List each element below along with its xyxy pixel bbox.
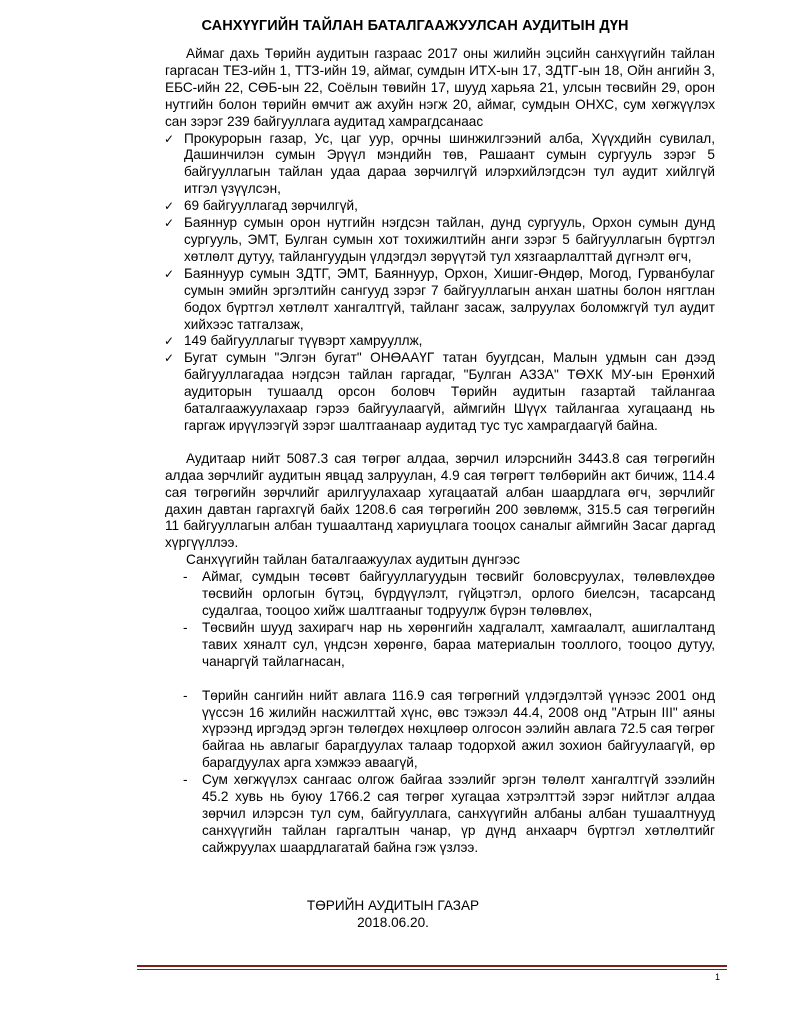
checklist-item-text: Баяннур сумын орон нутгийн нэгдсэн тайлан, дунд сургууль, Орхон сумын дунд сургууль, ЭМТ, Булган сумын хот тохижилтийн анги зэрэг 5 байгууллагын бүртгэл хөтлөлт дутуу, тайлангуудын үлдэгдэл зөрүүтэй тул хязгаарлалттай дүгнэлт өгч, [184,215,715,264]
conclusion-item-text: Төсвийн шууд захирагч нар нь хөрөнгийн хадгалалт, хамгаалалт, ашиглалтанд тавих хяналт сул, үндсэн хөрөнгө, бараа материалын тооллого, тооцоо дутуу, чанаргүй тайлагнасан, [202,619,715,669]
checklist-item [165,266,715,334]
conclusion-list [165,569,715,857]
checkmark-icon: ✓ [164,216,175,231]
conclusion-item-text: Аймаг, сумдын төсөвт байгууллагуудын төсвийг боловсруулах, төлөвлөхдөө төсвийн орлогын бүтэц, бүрдүүлэлт, гүйцэтгэл, орлого биелсэн, тасарсанд судалгаа, тооцоо хийж шалтгааныг тодруулж бүрэн төлөвлөх, [202,569,715,618]
checkmark-icon: ✓ [164,199,175,214]
dash-bullet-icon: - [183,619,188,635]
signature-organization: ТӨРИЙН АУДИТЫН ГАЗАР [306,898,480,913]
footer-rule-thin [137,969,727,970]
conclusion-item [183,569,715,620]
dash-bullet-icon: - [183,569,188,585]
conclusion-item-text: Төрийн сангийн нийт авлага 116.9 сая төгрөгний үлдэгдэлтэй үүнээс 2001 онд үүссэн 16 жилийн насжилттай хүнс, өвс тэжээл 44.4, 2008 онд "Атрын III" аяны хүрээнд иргэдэд эргэн төлөгдөх нөхцлөөр олгосон ээлийн авлага 72.5 сая төгрөг байгаа нь авлагыг барагдуулах талаар тодорхой ажил зохион байгуулаагүй, өр барагдуулах арга хэмжээ аваагүй, [202,687,715,771]
result-paragraph: Аудитаар нийт 5087.3 сая төгрөг алдаа, зөрчил илэрснийн 3443.8 сая төгрөгийн алдаа зөрчлийг аудитын явцад залруулан, 4.9 сая төгрөгт төлбөрийн акт бичиж, 114.4 сая төгрөгийн зөрчлийг арилгуулахаар хугацаатай албан шаардлага өгч, зөрчлийг дахин давтан гаргахгүй байх 1208.6 сая төгрөгийн 200 зөвлөмж, 315.5 сая төгрөгийн 11 байгууллагын албан тушаалтанд хариуцлага тооцох саналыг аймгийн Засаг даргад хүргүүллээ. [165,450,715,551]
conclusion-item-text: Сум хөгжүүлэх сангаас олгож байгаа зээлийг эргэн төлөлт хангалтгүй зээлийн 45.2 хувь нь буюу 1766.2 сая төгрөг хугацаа хэтрэлттэй зэрэг нийтлэг алдаа зөрчил илэрсэн тул сум, байгууллага, санхүүгийн албаны албан тушаалтнууд санхүүгийн тайлан гаргалтын чанар, үр дүнд анхаарч бүртгэл хөтлөлтийг сайжруулах шаардлагатай байна гэж үзлээ. [202,772,715,855]
conclusion-item [183,772,715,857]
document-body [165,46,715,857]
checklist-item-text: Баяннуур сумын ЗДТГ, ЭМТ, Баяннуур, Орхон, Хишиг-Өндөр, Могод, Гурванбулаг сумын эмийн эргэлтийн сангууд зэрэг 7 байгууллагын анхан шатны болон нягтлан бодох бүртгэл хөтлөлт хангалтгүй, тайланг засаж, залруулах боломжгүй тул аудит хийхээс татгалзаж, [184,265,715,332]
checkmark-icon: ✓ [164,131,175,146]
checklist-item [165,333,715,350]
conclusion-item [183,688,715,773]
checklist-item [165,198,715,215]
intro-paragraph: Аймаг дахь Төрийн аудитын газраас 2017 оны жилийн эцсийн санхүүгийн тайлан гаргасан ТЕЗ-ийн 1, ТТЗ-ийн 19, аймаг, сумдын ИТХ-ын 17, ЗДТГ-ын 18, Ойн ангийн 3, ЕБС-ийн 22, СӨБ-ын 22, Соёлын төвийн 17, шууд харьяа 21, улсын төсвийн 29, орон нутгийн болон төрийн өмчит аж ахуйн нэгж 20, аймаг, сумдын ОНХС, сум хөгжүүлэх сан зэрэг 239 байгууллага аудитад хамрагдсанаас [165,46,715,129]
checklist [165,131,715,435]
checkmark-icon: ✓ [164,266,175,281]
page-number: 1 [715,972,721,982]
dash-bullet-icon: - [183,687,188,703]
checklist-item [165,350,715,435]
dash-bullet-icon: - [183,772,188,788]
checklist-item-text: 149 байгууллагыг түүвэрт хамрууллж, [184,333,423,349]
checkmark-icon: ✓ [164,351,175,366]
conclusion-item [183,620,715,671]
checklist-item-text: Прокурорын газар, Ус, цаг уур, орчны шинжилгээний алба, Хүүхдийн сувилал, Дашинчилэн сумын Эрүүл мэндийн төв, Рашаант сумын сургууль зэрэг 5 байгууллагын тайлан удаа дараа зөрчилгүй илэрхийлэгдсэн тул аудит хийлгүй итгэл үзүүлсэн, [184,130,715,197]
checklist-item [165,131,715,199]
signature-date: 2018.06.20. [357,915,429,930]
checklist-item [165,215,715,266]
checklist-item-text: 69 байгууллагад зөрчилгүй, [184,198,358,214]
conclusion-heading: Санхүүгийн тайлан баталгаажуулах аудитын дүнгээс [186,552,520,568]
checklist-item-text: Бугат сумын "Элгэн бугат" ОНӨААҮГ татан буугдсан, Малын удмын сан дээд байгууллагадаа нэгдсэн тайлан гаргадаг, "Булган АЗЗА" ТӨХК МУ-ын Ерөнхий аудиторын тушаалд орсон боловч Төрийн аудитын газартай тайлангаа баталгаажуулахаар гэрээ байгуулаагүй, аймгийн Шүүх тайлангаа хугацаанд нь гаргаж ирүүлээгүй зэрэг шалтгаанаар аудитад тус тус хамрагдаагүй байна. [184,350,715,433]
checkmark-icon: ✓ [164,334,175,349]
document-title: САНХҮҮГИЙН ТАЙЛАН БАТАЛГААЖУУЛСАН АУДИТЫН ДҮН [201,18,629,34]
footer-rule [137,965,727,967]
